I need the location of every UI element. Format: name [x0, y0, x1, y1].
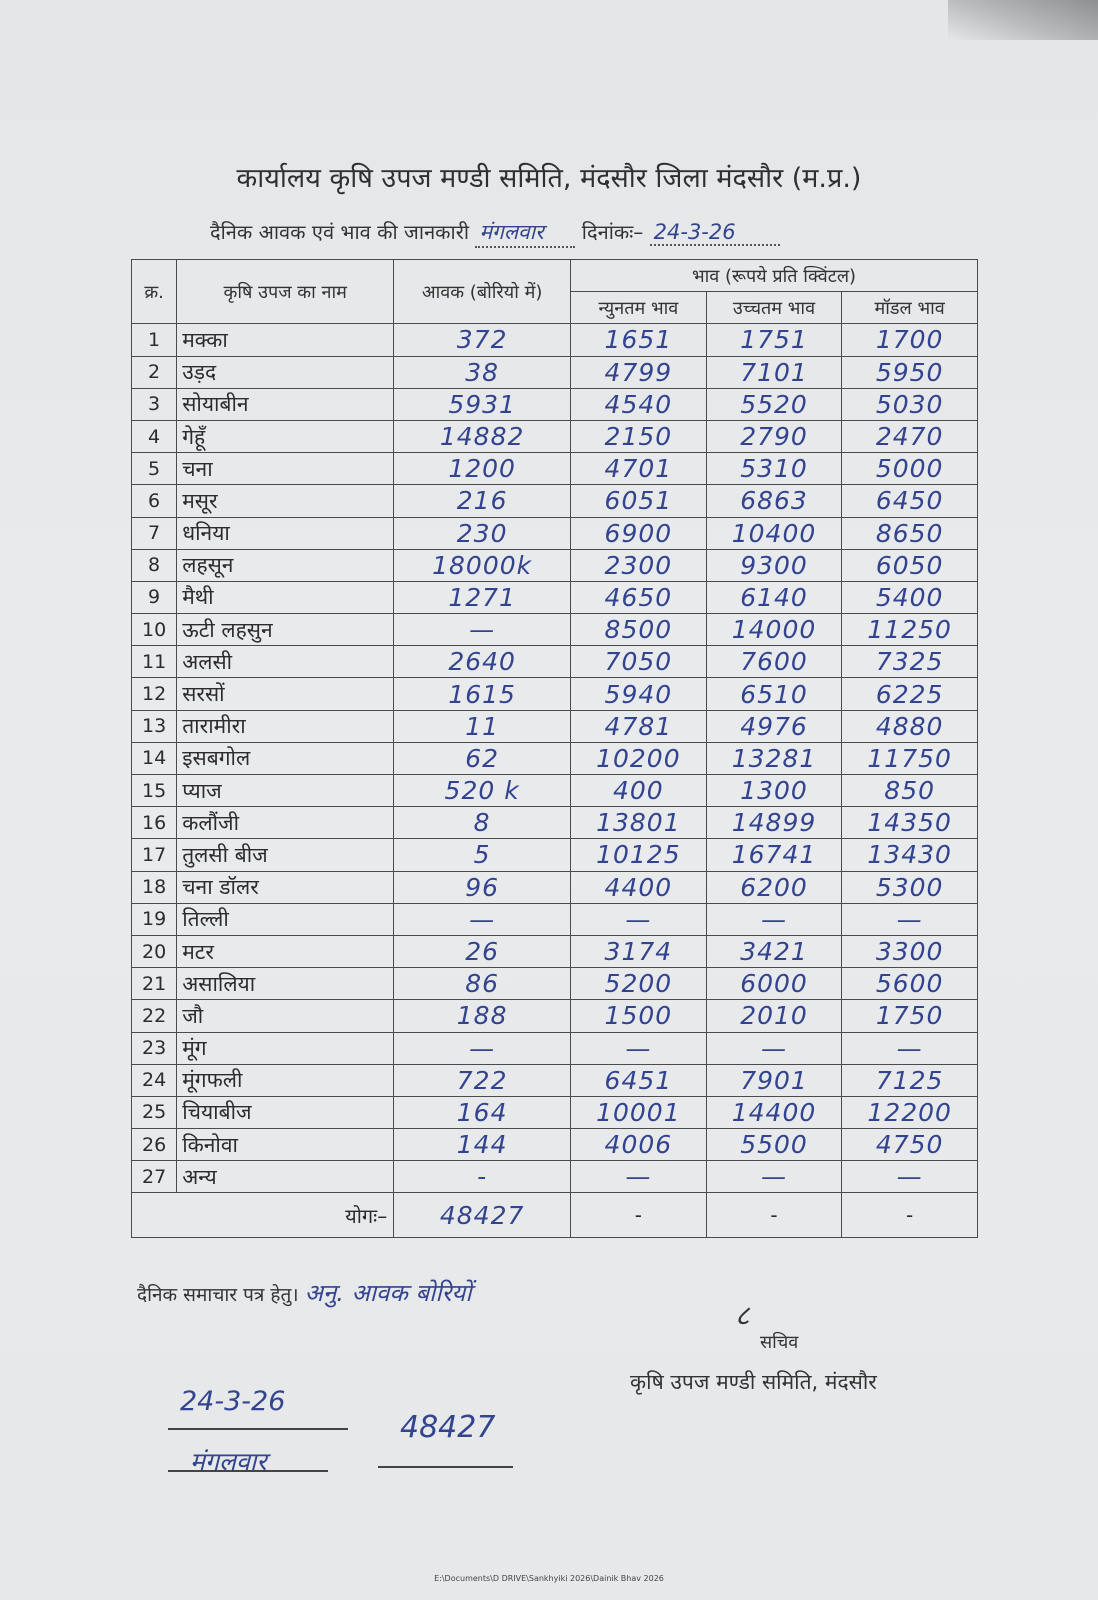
row-max-price: —	[706, 1032, 842, 1064]
row-crop-name: कलौंजी	[177, 807, 394, 839]
row-max-price: 2790	[706, 420, 842, 452]
newspaper-handwritten: अनु. आवक बोरियों	[304, 1279, 472, 1307]
row-sn: 6	[132, 485, 177, 517]
header-price-group: भाव (रूपये प्रति क्विंटल)	[571, 260, 978, 292]
row-crop-name: उड़द	[177, 356, 394, 388]
total-modal: -	[842, 1193, 978, 1238]
row-sn: 5	[132, 453, 177, 485]
row-crop-name: ऊटी लहसुन	[177, 614, 394, 646]
row-sn: 16	[132, 807, 177, 839]
table-row	[132, 485, 978, 517]
table-row	[132, 968, 978, 1000]
date-handwritten: 24-3-26	[653, 220, 736, 244]
row-crop-name: मटर	[177, 935, 394, 967]
row-modal-price: —	[842, 1161, 978, 1193]
row-sn: 18	[132, 871, 177, 903]
row-min-price: —	[571, 1032, 707, 1064]
row-modal-price: 11750	[842, 742, 978, 774]
row-min-price: —	[571, 903, 707, 935]
row-arrival: 5931	[394, 388, 571, 420]
row-min-price: 7050	[571, 646, 707, 678]
row-min-price: 13801	[571, 807, 707, 839]
header-sn: क्र.	[132, 260, 177, 324]
table-row	[132, 549, 978, 581]
row-sn: 7	[132, 517, 177, 549]
table-row	[132, 775, 978, 807]
row-min-price: 3174	[571, 935, 707, 967]
row-modal-price: 1750	[842, 1000, 978, 1032]
row-modal-price: 6050	[842, 549, 978, 581]
row-arrival: 216	[394, 485, 571, 517]
row-modal-price: 5300	[842, 871, 978, 903]
row-crop-name: मसूर	[177, 485, 394, 517]
table-row	[132, 388, 978, 420]
row-sn: 8	[132, 549, 177, 581]
row-sn: 17	[132, 839, 177, 871]
row-arrival: 26	[394, 935, 571, 967]
row-sn: 13	[132, 710, 177, 742]
table-row	[132, 742, 978, 774]
row-max-price: 2010	[706, 1000, 842, 1032]
row-min-price: 2150	[571, 420, 707, 452]
header-modal: मॉडल भाव	[842, 292, 978, 324]
row-max-price: 14400	[706, 1096, 842, 1128]
row-crop-name: मूंगफली	[177, 1064, 394, 1096]
row-modal-price: 6225	[842, 678, 978, 710]
row-min-price: 5940	[571, 678, 707, 710]
row-sn: 22	[132, 1000, 177, 1032]
row-crop-name: गेहूँ	[177, 420, 394, 452]
row-arrival: 230	[394, 517, 571, 549]
row-arrival: 86	[394, 968, 571, 1000]
row-max-price: 5500	[706, 1129, 842, 1161]
row-modal-price: 14350	[842, 807, 978, 839]
file-path-footer: E:\Documents\D DRIVE\Sankhyiki 2026\Dainik Bhav 2026	[434, 1574, 664, 1583]
row-max-price: 14899	[706, 807, 842, 839]
signatory-title: सचिव	[760, 1332, 799, 1353]
row-crop-name: सोयाबीन	[177, 388, 394, 420]
row-min-price: 6900	[571, 517, 707, 549]
table-row	[132, 1096, 978, 1128]
table-row	[132, 356, 978, 388]
table-header-row	[132, 260, 978, 292]
row-arrival: 1615	[394, 678, 571, 710]
row-crop-name: तिल्ली	[177, 903, 394, 935]
row-sn: 15	[132, 775, 177, 807]
row-arrival: 14882	[394, 420, 571, 452]
rates-table	[131, 259, 978, 1238]
row-arrival: 1200	[394, 453, 571, 485]
row-arrival: 62	[394, 742, 571, 774]
page-corner-shadow	[948, 0, 1098, 40]
total-row	[132, 1193, 978, 1238]
row-arrival: 11	[394, 710, 571, 742]
table-row	[132, 1000, 978, 1032]
total-arrival: 48427	[394, 1193, 571, 1238]
row-max-price: —	[706, 1161, 842, 1193]
row-max-price: 6863	[706, 485, 842, 517]
table-row	[132, 1064, 978, 1096]
row-sn: 2	[132, 356, 177, 388]
row-crop-name: इसबगोल	[177, 742, 394, 774]
document-subtitle	[210, 218, 780, 248]
row-arrival: 188	[394, 1000, 571, 1032]
row-crop-name: मैथी	[177, 581, 394, 613]
row-modal-price: 12200	[842, 1096, 978, 1128]
row-crop-name: धनिया	[177, 517, 394, 549]
header-arrival: आवक (बोरियो में)	[394, 260, 571, 324]
row-modal-price: 7325	[842, 646, 978, 678]
row-max-price: 6140	[706, 581, 842, 613]
table-row	[132, 453, 978, 485]
row-max-price: 7901	[706, 1064, 842, 1096]
row-min-price: 4701	[571, 453, 707, 485]
table-row	[132, 614, 978, 646]
row-arrival: 38	[394, 356, 571, 388]
row-arrival: -	[394, 1161, 571, 1193]
row-arrival: 96	[394, 871, 571, 903]
row-sn: 10	[132, 614, 177, 646]
row-sn: 1	[132, 324, 177, 356]
committee-name: कृषि उपज मण्डी समिति, मंदसौर	[630, 1370, 877, 1394]
table-row	[132, 710, 978, 742]
total-min: -	[571, 1193, 707, 1238]
row-max-price: 4976	[706, 710, 842, 742]
handwritten-day: मंगलवार	[190, 1447, 267, 1476]
row-sn: 19	[132, 903, 177, 935]
table-row	[132, 324, 978, 356]
row-sn: 3	[132, 388, 177, 420]
row-min-price: 4781	[571, 710, 707, 742]
row-modal-price: 1700	[842, 324, 978, 356]
row-min-price: 10200	[571, 742, 707, 774]
table-row	[132, 678, 978, 710]
row-max-price: 6000	[706, 968, 842, 1000]
row-min-price: 4400	[571, 871, 707, 903]
row-modal-price: 5600	[842, 968, 978, 1000]
row-min-price: 1651	[571, 324, 707, 356]
newspaper-note	[137, 1276, 472, 1309]
header-min: न्युनतम भाव	[571, 292, 707, 324]
row-modal-price: 13430	[842, 839, 978, 871]
row-min-price: 2300	[571, 549, 707, 581]
handwritten-total: 48427	[400, 1410, 496, 1445]
table-row	[132, 1161, 978, 1193]
row-min-price: 4799	[571, 356, 707, 388]
subtitle-text: दैनिक आवक एवं भाव की जानकारी	[210, 220, 470, 244]
row-modal-price: 7125	[842, 1064, 978, 1096]
row-crop-name: किनोवा	[177, 1129, 394, 1161]
row-min-price: 10125	[571, 839, 707, 871]
row-sn: 23	[132, 1032, 177, 1064]
row-max-price: 1751	[706, 324, 842, 356]
row-crop-name: चना	[177, 453, 394, 485]
row-modal-price: 3300	[842, 935, 978, 967]
row-sn: 20	[132, 935, 177, 967]
table-row	[132, 1129, 978, 1161]
row-crop-name: सरसों	[177, 678, 394, 710]
row-max-price: 10400	[706, 517, 842, 549]
row-sn: 4	[132, 420, 177, 452]
row-max-price: 7101	[706, 356, 842, 388]
row-crop-name: मूंग	[177, 1032, 394, 1064]
row-arrival: 722	[394, 1064, 571, 1096]
row-arrival: 144	[394, 1129, 571, 1161]
row-crop-name: अन्य	[177, 1161, 394, 1193]
row-min-price: 5200	[571, 968, 707, 1000]
total-max: -	[706, 1193, 842, 1238]
table-row	[132, 903, 978, 935]
row-crop-name: असालिया	[177, 968, 394, 1000]
underline	[168, 1470, 328, 1472]
row-modal-price: 5950	[842, 356, 978, 388]
row-arrival: 8	[394, 807, 571, 839]
row-crop-name: लहसून	[177, 549, 394, 581]
row-arrival: 520 k	[394, 775, 571, 807]
row-min-price: 400	[571, 775, 707, 807]
signature: ८	[735, 1299, 750, 1332]
underline	[378, 1466, 513, 1468]
row-crop-name: मक्का	[177, 324, 394, 356]
table-row	[132, 420, 978, 452]
row-modal-price: —	[842, 1032, 978, 1064]
table-row	[132, 581, 978, 613]
row-modal-price: 6450	[842, 485, 978, 517]
row-max-price: —	[706, 903, 842, 935]
row-sn: 24	[132, 1064, 177, 1096]
row-max-price: 6510	[706, 678, 842, 710]
row-min-price: 6051	[571, 485, 707, 517]
date-label: दिनांकः–	[581, 220, 644, 244]
table-body	[132, 324, 978, 1193]
table-row	[132, 517, 978, 549]
row-min-price: —	[571, 1161, 707, 1193]
row-min-price: 4540	[571, 388, 707, 420]
row-modal-price: 2470	[842, 420, 978, 452]
row-crop-name: चना डॉलर	[177, 871, 394, 903]
row-modal-price: 4880	[842, 710, 978, 742]
row-crop-name: प्याज	[177, 775, 394, 807]
row-arrival: —	[394, 903, 571, 935]
row-sn: 26	[132, 1129, 177, 1161]
row-min-price: 1500	[571, 1000, 707, 1032]
row-max-price: 5310	[706, 453, 842, 485]
table-row	[132, 935, 978, 967]
table-row	[132, 1032, 978, 1064]
row-crop-name: चियाबीज	[177, 1096, 394, 1128]
row-max-price: 1300	[706, 775, 842, 807]
date-field	[650, 220, 780, 246]
table-row	[132, 839, 978, 871]
total-label: योगः–	[132, 1193, 394, 1238]
row-sn: 27	[132, 1161, 177, 1193]
row-arrival: 1271	[394, 581, 571, 613]
row-max-price: 9300	[706, 549, 842, 581]
row-min-price: 6451	[571, 1064, 707, 1096]
row-arrival: —	[394, 1032, 571, 1064]
row-max-price: 5520	[706, 388, 842, 420]
row-max-price: 3421	[706, 935, 842, 967]
row-modal-price: 8650	[842, 517, 978, 549]
row-arrival: 164	[394, 1096, 571, 1128]
row-sn: 14	[132, 742, 177, 774]
header-name: कृषि उपज का नाम	[177, 260, 394, 324]
table-row	[132, 646, 978, 678]
row-max-price: 13281	[706, 742, 842, 774]
row-sn: 9	[132, 581, 177, 613]
row-crop-name: अलसी	[177, 646, 394, 678]
row-modal-price: 4750	[842, 1129, 978, 1161]
underline	[168, 1428, 348, 1430]
row-modal-price: 11250	[842, 614, 978, 646]
table-row	[132, 871, 978, 903]
row-min-price: 10001	[571, 1096, 707, 1128]
header-max: उच्चतम भाव	[706, 292, 842, 324]
row-modal-price: —	[842, 903, 978, 935]
row-max-price: 16741	[706, 839, 842, 871]
row-max-price: 6200	[706, 871, 842, 903]
row-max-price: 7600	[706, 646, 842, 678]
row-arrival: 5	[394, 839, 571, 871]
row-crop-name: तारामीरा	[177, 710, 394, 742]
row-modal-price: 5400	[842, 581, 978, 613]
row-min-price: 8500	[571, 614, 707, 646]
row-arrival: 18000k	[394, 549, 571, 581]
newspaper-label: दैनिक समाचार पत्र हेतु।	[137, 1284, 299, 1306]
day-handwritten: मंगलवार	[479, 220, 544, 244]
handwritten-date: 24-3-26	[180, 1386, 286, 1417]
row-arrival: —	[394, 614, 571, 646]
row-sn: 12	[132, 678, 177, 710]
row-arrival: 372	[394, 324, 571, 356]
row-min-price: 4006	[571, 1129, 707, 1161]
row-crop-name: तुलसी बीज	[177, 839, 394, 871]
table-row	[132, 807, 978, 839]
day-field	[475, 218, 575, 248]
row-crop-name: जौ	[177, 1000, 394, 1032]
document-title: कार्यालय कृषि उपज मण्डी समिति, मंदसौर जिला मंदसौर (म.प्र.)	[236, 163, 862, 194]
row-modal-price: 5030	[842, 388, 978, 420]
row-arrival: 2640	[394, 646, 571, 678]
row-sn: 25	[132, 1096, 177, 1128]
row-max-price: 14000	[706, 614, 842, 646]
row-sn: 21	[132, 968, 177, 1000]
row-sn: 11	[132, 646, 177, 678]
row-modal-price: 850	[842, 775, 978, 807]
row-modal-price: 5000	[842, 453, 978, 485]
row-min-price: 4650	[571, 581, 707, 613]
